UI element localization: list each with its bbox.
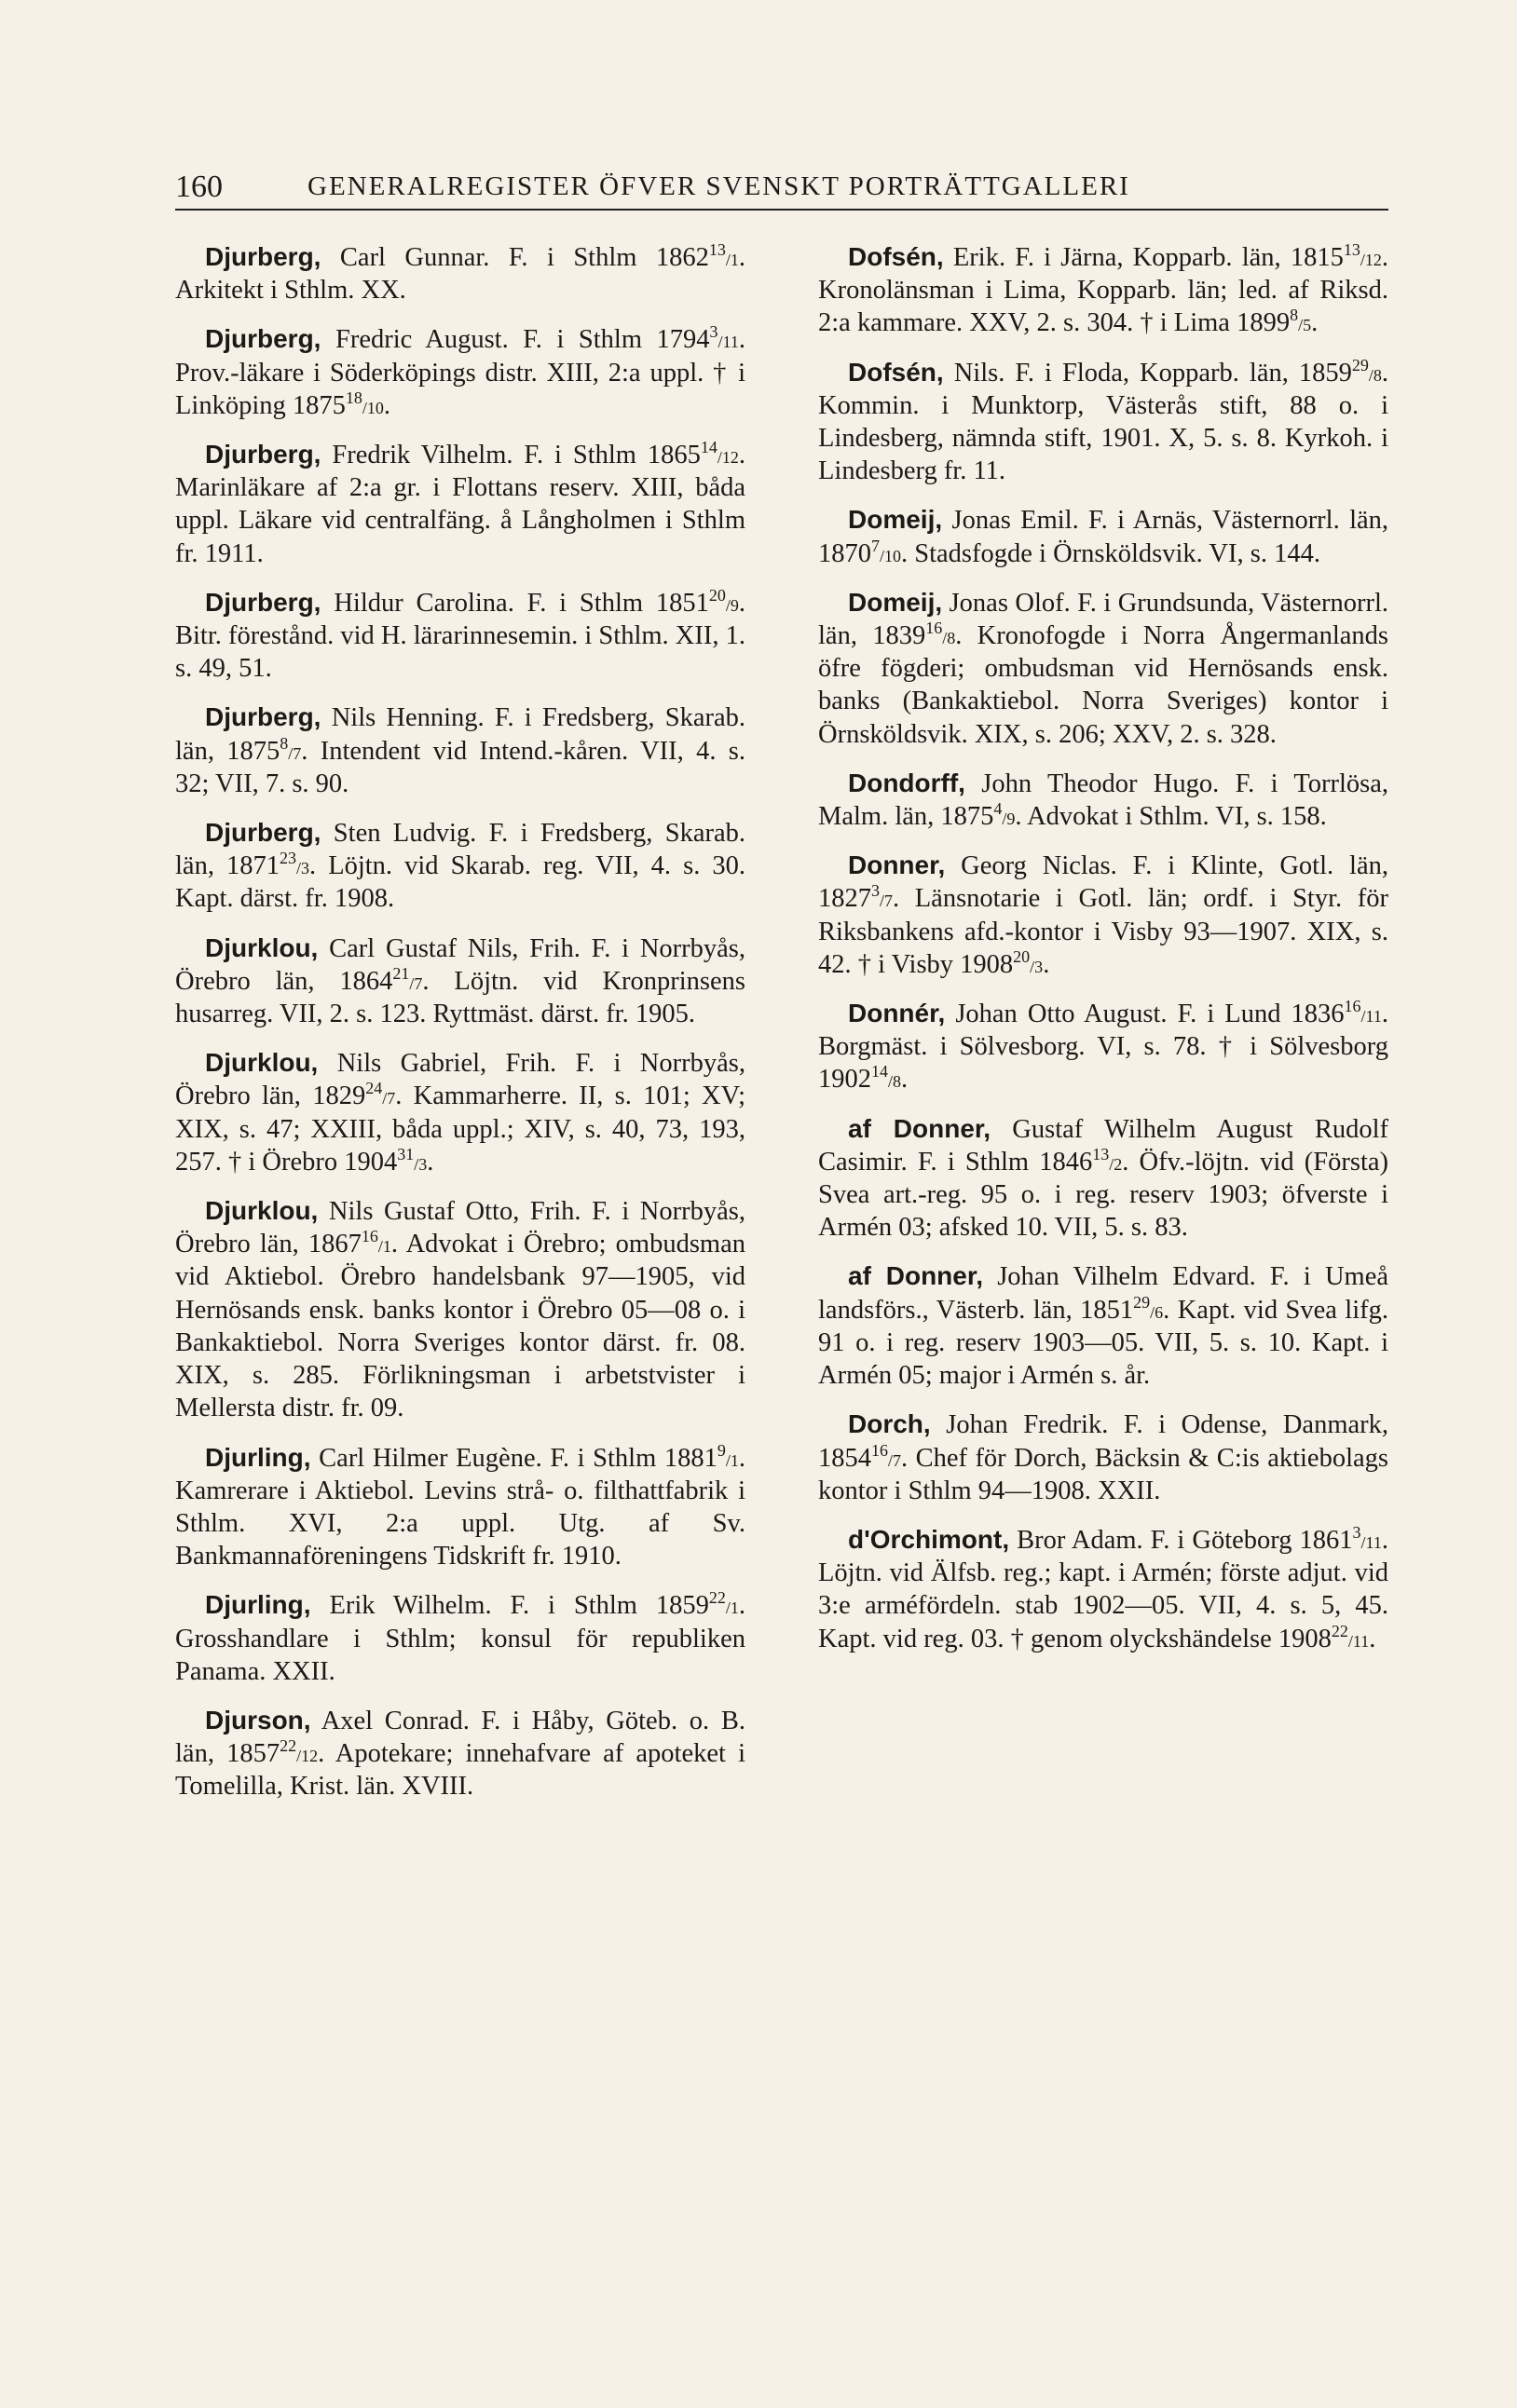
entry-text: John Theodor Hugo. F. i Torrlösa, Malm. län, 1875 bbox=[818, 769, 1388, 832]
register-entry bbox=[818, 586, 1388, 751]
entry-headword: Djurberg, bbox=[205, 242, 321, 271]
entry-text: . bbox=[901, 1065, 909, 1095]
entry-headword: Domeij, bbox=[848, 587, 943, 617]
entry-text: . Marinläkare af 2:a gr. i Flottans reserv. XIII, båda uppl. Läkare vid centralfäng. å Långholmen i Sthlm fr. 1911. bbox=[175, 441, 746, 568]
date-month: /10 bbox=[880, 546, 902, 565]
header-rule bbox=[175, 209, 1388, 211]
date-month: /11 bbox=[1360, 1532, 1382, 1552]
left-column bbox=[175, 240, 745, 1819]
register-entry bbox=[818, 997, 1388, 1096]
entry-text: Sten Ludvig. F. i Fredsberg, Skarab. län, 1871 bbox=[175, 819, 745, 881]
entry-text: Carl Hilmer Eugène. F. i Sthlm 1881 bbox=[319, 1443, 718, 1473]
entry-text: . Grosshandlare i Sthlm; konsul för republiken Panama. XXII. bbox=[175, 1591, 745, 1686]
date-month: /3 bbox=[296, 859, 310, 878]
entry-text: Bror Adam. F. i Göteborg 1861 bbox=[1017, 1525, 1353, 1555]
register-entry bbox=[818, 1408, 1388, 1507]
register-entry bbox=[175, 586, 745, 686]
date-month: /2 bbox=[1109, 1154, 1123, 1174]
entry-text: . Kommin. i Munktorp, Västerås stift, 88 o. i Lindesberg, nämnda stift, 1901. X, 5. s. 8. Kyrkoh. i Lindesberg fr. 11. bbox=[818, 358, 1388, 486]
date-month: /11 bbox=[1347, 1631, 1370, 1651]
entry-text: Fredric August. F. i Sthlm 1794 bbox=[335, 325, 710, 355]
date-day: 16 bbox=[361, 1227, 378, 1246]
entry-text: Nils Henning. F. i Fredsberg, Skarab. län, 1875 bbox=[175, 703, 745, 766]
date-month: /3 bbox=[414, 1154, 428, 1174]
date-month: /7 bbox=[288, 743, 302, 763]
date-month: /11 bbox=[1360, 1007, 1382, 1027]
date-month: /3 bbox=[1030, 957, 1044, 976]
entry-headword: Djurberg, bbox=[205, 440, 321, 469]
right-column bbox=[818, 240, 1388, 1671]
register-entry bbox=[175, 1046, 745, 1178]
date-day: 20 bbox=[1013, 946, 1031, 966]
date-day: 22 bbox=[1331, 1621, 1348, 1640]
entry-text: . Apotekare; innehafvare af apoteket i Tomelilla, Krist. län. XVIII. bbox=[175, 1739, 745, 1802]
entry-text: Axel Conrad. F. i Håby, Göteb. o. B. län, 1857 bbox=[175, 1706, 745, 1769]
entry-text: . Kammarherre. II, s. 101; XV; XIX, s. 47; XXIII, båda uppl.; XIV, s. 40, 73, 193, 257. † i Örebro 1904 bbox=[175, 1082, 746, 1177]
entry-text: Jonas Olof. F. i Grundsunda, Västernorrl. län, 1839 bbox=[818, 588, 1388, 651]
entry-text: . bbox=[1043, 949, 1050, 979]
entry-headword: d'Orchimont, bbox=[848, 1524, 1010, 1554]
date-day: 23 bbox=[280, 849, 296, 868]
date-month: /7 bbox=[888, 1450, 902, 1470]
date-day: 14 bbox=[871, 1062, 888, 1082]
entry-text: . Advokat i Örebro; ombudsman vid Aktiebol. Örebro handelsbank 97—1905, vid Hernösands ensk. banks kontor i Örebro 05—08 o. i Bankaktiebol. Norra Sveriges kontor därst. fr. 08. XIX, s. 285. Förlikningsman i arbetstvister i Mellersta distr. fr. 09. bbox=[175, 1230, 745, 1423]
register-entry bbox=[818, 767, 1388, 833]
entry-text: Carl Gustaf Nils, Frih. F. i Norrbyås, Örebro län, 1864 bbox=[175, 933, 746, 996]
date-day: 16 bbox=[871, 1440, 888, 1460]
date-day: 24 bbox=[365, 1079, 383, 1098]
entry-headword: Djurklou, bbox=[205, 1048, 319, 1078]
entry-text: . Löjtn. vid Kronprinsens husarreg. VII, 2. s. 123. Ryttmäst. därst. fr. 1905. bbox=[175, 966, 746, 1029]
entry-text: Erik. F. i Järna, Kopparb. län, 1815 bbox=[952, 243, 1344, 272]
entry-text: Nils Gabriel, Frih. F. i Norrbyås, Örebro län, 1829 bbox=[175, 1049, 745, 1111]
entry-headword: af Donner, bbox=[848, 1113, 991, 1143]
register-entry bbox=[175, 932, 745, 1031]
date-day: 20 bbox=[708, 585, 726, 605]
entry-text: . Chef för Dorch, Bäcksin & C:is aktiebolags kontor i Sthlm 94—1908. XXII. bbox=[818, 1443, 1388, 1505]
entry-text: . Intendent vid Intend.-kåren. VII, 4. s. 32; VII, 7. s. 90. bbox=[175, 736, 745, 798]
entry-headword: Djurling, bbox=[205, 1442, 311, 1472]
entry-text: Carl Gunnar. F. i Sthlm 1862 bbox=[339, 243, 709, 272]
entry-text: . Öfv.-löjtn. vid (Första) Svea art.-reg. 95 o. i reg. reserv 1903; öfverste i Armén 03; afsked 10. VII, 5. s. 83. bbox=[818, 1147, 1388, 1243]
date-day: 9 bbox=[717, 1440, 726, 1460]
entry-headword: Dondorff, bbox=[848, 768, 965, 797]
register-entry bbox=[818, 849, 1388, 981]
entry-text: . bbox=[1369, 1624, 1376, 1653]
date-month: /1 bbox=[725, 251, 739, 269]
entry-text: Gustaf Wilhelm August Rudolf Casimir. F. i Sthlm 1846 bbox=[818, 1114, 1388, 1177]
entry-text: . Kapt. vid Svea lifg. 91 o. i reg. reserv 1903—05. VII, 5. s. 10. Kapt. i Armén 05; major i Armén s. år. bbox=[818, 1295, 1388, 1391]
entry-text: . Arkitekt i Sthlm. XX. bbox=[175, 243, 746, 306]
date-day: 13 bbox=[708, 240, 726, 259]
date-month: /7 bbox=[409, 973, 423, 993]
entry-text: Johan Fredrik. F. i Odense, Danmark, 1854 bbox=[818, 1410, 1389, 1473]
entry-headword: Dorch, bbox=[848, 1409, 931, 1439]
entry-text: . Stadsfogde i Örnsköldsvik. VI, s. 144. bbox=[901, 538, 1320, 568]
entry-headword: Dofsén, bbox=[848, 242, 944, 271]
date-day: 3 bbox=[871, 881, 880, 901]
entry-text: Johan Vilhelm Edvard. F. i Umeå landsförs., Västerb. län, 1851 bbox=[818, 1262, 1388, 1325]
entry-text: Johan Otto August. F. i Lund 1836 bbox=[955, 1000, 1345, 1029]
entry-headword: Djurklou, bbox=[205, 932, 319, 962]
register-entry bbox=[175, 816, 745, 916]
date-month: /7 bbox=[880, 891, 894, 911]
date-day: 13 bbox=[1092, 1144, 1110, 1163]
entry-text: . Advokat i Sthlm. VI, s. 158. bbox=[1015, 802, 1327, 832]
date-day: 29 bbox=[1351, 355, 1369, 374]
entry-text: . Löjtn. vid Skarab. reg. VII, 4. s. 30. Kapt. därst. fr. 1908. bbox=[175, 851, 745, 914]
entry-text: Georg Niclas. F. i Klinte, Gotl. län, 1827 bbox=[818, 851, 1388, 914]
register-entry bbox=[175, 1441, 745, 1573]
date-day: 8 bbox=[280, 733, 289, 753]
entry-headword: Domeij, bbox=[848, 505, 943, 535]
date-day: 4 bbox=[993, 799, 1003, 819]
register-entry bbox=[175, 701, 745, 800]
entry-text: . bbox=[1311, 308, 1319, 338]
date-day: 13 bbox=[1343, 240, 1360, 259]
date-month: /10 bbox=[362, 398, 384, 417]
entry-headword: Djurberg, bbox=[205, 587, 321, 617]
entry-headword: Djurling, bbox=[205, 1590, 311, 1620]
register-entry bbox=[818, 240, 1388, 340]
date-day: 18 bbox=[345, 388, 362, 407]
register-entry bbox=[175, 1588, 745, 1688]
page-header bbox=[175, 170, 1388, 207]
entry-headword: Djurson, bbox=[205, 1705, 311, 1735]
date-day: 31 bbox=[397, 1144, 415, 1163]
entry-text: . Kronofogde i Norra Ångermanlands öfre fögderi; ombudsman vid Hernösands ensk. banks (Bankaktiebol. Norra Sveriges) kontor i Örnsköldsvik. XIX, s. 206; XXV, 2. s. 328. bbox=[818, 621, 1388, 749]
entry-text: . Kamrerare i Aktiebol. Levins strå- o. filthattfabrik i Sthlm. XVI, 2:a uppl. Utg. af Sv. Bankmannaföreningens Tidskrift fr. 1910. bbox=[175, 1443, 745, 1571]
date-month: /5 bbox=[1298, 316, 1312, 335]
entry-text: . Prov.-läkare i Söderköpings distr. XIII, 2:a uppl. † i Linköping 1875 bbox=[175, 325, 745, 420]
date-day: 8 bbox=[1290, 306, 1299, 325]
entry-text: Nils Gustaf Otto, Frih. F. i Norrbyås, Örebro län, 1867 bbox=[175, 1197, 745, 1259]
entry-text: Erik Wilhelm. F. i Sthlm 1859 bbox=[329, 1591, 709, 1621]
date-month: /12 bbox=[1360, 251, 1382, 269]
entry-headword: Dofsén, bbox=[848, 357, 944, 387]
running-title: GENERALREGISTER ÖFVER SVENSKT PORTRÄTTGALLERI bbox=[308, 171, 1130, 201]
date-day: 22 bbox=[708, 1588, 726, 1608]
date-day: 3 bbox=[1352, 1522, 1361, 1542]
register-entry bbox=[175, 1194, 745, 1424]
entry-text: Nils. F. i Floda, Kopparb. län, 1859 bbox=[953, 358, 1352, 388]
entry-headword: Donner, bbox=[848, 850, 946, 880]
register-entry bbox=[818, 356, 1388, 488]
date-month: /8 bbox=[888, 1072, 902, 1092]
date-month: /8 bbox=[1368, 365, 1382, 385]
date-day: 7 bbox=[871, 536, 880, 555]
register-entry bbox=[175, 240, 745, 306]
date-month: /12 bbox=[717, 448, 739, 468]
date-month: /11 bbox=[718, 333, 739, 352]
entry-text: . bbox=[383, 390, 391, 420]
date-month: /1 bbox=[377, 1237, 391, 1257]
entry-text: Hildur Carolina. F. i Sthlm 1851 bbox=[334, 588, 709, 618]
entry-headword: Djurberg, bbox=[205, 324, 321, 354]
date-day: 22 bbox=[280, 1736, 297, 1756]
entry-headword: af Donner, bbox=[848, 1261, 983, 1291]
entry-headword: Djurberg, bbox=[205, 818, 321, 848]
entry-headword: Donnér, bbox=[848, 999, 946, 1028]
entry-headword: Djurklou, bbox=[205, 1196, 319, 1226]
register-entry bbox=[175, 322, 745, 422]
date-day: 16 bbox=[1344, 997, 1361, 1016]
entry-text: . Borgmäst. i Sölvesborg. VI, s. 78. † i Sölvesborg 1902 bbox=[818, 1000, 1389, 1095]
date-month: /1 bbox=[725, 1599, 739, 1618]
date-day: 21 bbox=[392, 963, 410, 983]
entry-text: . Kronolänsman i Lima, Kopparb. län; led. af Riksd. 2:a kammare. XXV, 2. s. 304. † i Lima 1899 bbox=[818, 243, 1388, 338]
date-month: /8 bbox=[942, 629, 956, 648]
entry-text: Jonas Emil. F. i Arnäs, Västernorrl. län, 1870 bbox=[818, 506, 1389, 568]
register-entry bbox=[818, 1523, 1388, 1655]
entry-text: . Länsnotarie i Gotl. län; ordf. i Styr. för Riksbankens afd.-kontor i Visby 93—1907. XIX, s. 42. † i Visby 1908 bbox=[818, 884, 1388, 979]
register-entry bbox=[175, 438, 745, 570]
date-month: /1 bbox=[725, 1450, 739, 1470]
date-day: 14 bbox=[700, 438, 718, 457]
page-number: 160 bbox=[175, 170, 223, 204]
date-month: /12 bbox=[296, 1747, 319, 1766]
register-entry bbox=[175, 1704, 745, 1803]
register-entry bbox=[818, 1112, 1388, 1245]
date-month: /6 bbox=[1150, 1302, 1164, 1322]
register-entry bbox=[818, 503, 1388, 569]
date-month: /9 bbox=[1002, 809, 1016, 829]
date-day: 29 bbox=[1133, 1292, 1151, 1312]
entry-headword: Djurberg, bbox=[205, 702, 321, 732]
entry-text: . bbox=[427, 1147, 434, 1177]
date-day: 16 bbox=[925, 619, 943, 638]
entry-text: . Löjtn. vid Älfsb. reg.; kapt. i Armén; förste adjut. vid 3:e arméfördeln. stab 1902—05. VII, 4. s. 5, 45. Kapt. vid reg. 03. † genom olyckshändelse 1908 bbox=[818, 1525, 1388, 1653]
entry-text: Fredrik Vilhelm. F. i Sthlm 1865 bbox=[332, 441, 701, 470]
entry-text: . Bitr. förestånd. vid H. lärarinnesemin. i Sthlm. XII, 1. s. 49, 51. bbox=[175, 588, 746, 684]
date-day: 3 bbox=[709, 322, 718, 342]
date-month: /9 bbox=[725, 595, 739, 615]
date-month: /7 bbox=[382, 1089, 396, 1109]
register-entry bbox=[818, 1259, 1388, 1392]
